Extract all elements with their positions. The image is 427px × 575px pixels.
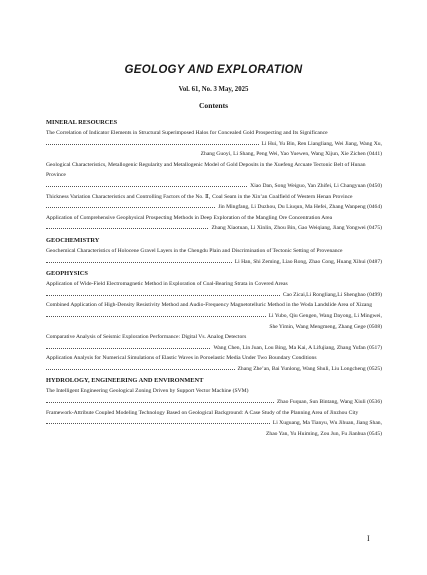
article-title: Comparative Analysis of Seismic Exploration Performance: Digital Vs. Analog Detectors bbox=[46, 334, 247, 341]
article-title: The Correlation of Indicator Elements in Structural Superimposed Halos for Concealed Gold Prospecting and Its Significance bbox=[46, 130, 328, 136]
section-mineral-resources bbox=[46, 117, 382, 234]
article-entry bbox=[46, 160, 382, 192]
article-entry bbox=[46, 128, 382, 160]
dot-leader bbox=[46, 402, 274, 403]
article-authors: Li Han, Shi Zeming, Liao Rong, Zhao Cong, Huang Xihui (0487) bbox=[234, 258, 382, 265]
section-geochemistry bbox=[46, 235, 382, 267]
author-line bbox=[46, 202, 382, 213]
article-entry bbox=[46, 353, 382, 374]
dot-leader bbox=[46, 369, 235, 370]
article-title: The Intelligent Engineering Geological Zoning Driven by Support Vector Machine (SVM) bbox=[46, 388, 249, 395]
article-entry bbox=[46, 246, 382, 267]
article-authors: Zhang Zhe’an, Bai Yunlong, Wang Shuli, Liu Longcheng (0525) bbox=[237, 365, 382, 372]
article-entry bbox=[46, 213, 382, 234]
article-title: Geochemical Characteristics of Holocene Gravel Layers in the Chengdu Plain and Discrimination of Tectonic Setting of Provenance bbox=[46, 247, 343, 254]
dot-leader bbox=[46, 262, 232, 263]
article-title: Geological Characteristics, Metallogenic Regularity and Metallogenic Model of Gold Deposits in the Xuefeng Arcuate Tectonic Belt of Hunan Province bbox=[46, 161, 366, 179]
article-authors: Zhao Fuquan, Sun Bintang, Wang Xiuli (0536) bbox=[276, 399, 382, 406]
author-line bbox=[46, 418, 382, 429]
dot-leader bbox=[46, 186, 247, 187]
dot-leader bbox=[46, 423, 270, 424]
article-title: Thickness Variation Characteristics and Controlling Factors of the No. Ⅱ₁ Coal Seam in the Xin’an Coalfield of Western Henan Province bbox=[46, 193, 353, 200]
author-line bbox=[46, 290, 382, 301]
dot-leader bbox=[46, 348, 210, 349]
article-entry bbox=[46, 192, 382, 213]
article-authors: Li Yubo, Qiu Gengen, Wang Dayong, Li Mingwei, bbox=[268, 312, 382, 319]
article-authors-continued: Zhang Guoyi, Li Shang, Peng Wei, Yao Yuewen, Wang Xijun, Xie Zichen (0441) bbox=[200, 151, 382, 158]
section-heading: HYDROLOGY, ENGINEERING AND ENVIRONMENT bbox=[46, 377, 204, 385]
article-title: Application of Comprehensive Geophysical Prospecting Methods in Deep Exploration of the Mangling Ore Concentration Area bbox=[46, 214, 333, 221]
author-line bbox=[46, 223, 382, 234]
section-heading: MINERAL RESOURCES bbox=[46, 119, 118, 126]
dot-leader bbox=[46, 144, 259, 145]
author-line bbox=[46, 139, 382, 150]
article-authors: Xiao Dan, Song Weiguo, Yan Zhifei, Li Changyuan (0450) bbox=[250, 182, 382, 189]
article-entry bbox=[46, 279, 382, 300]
article-authors: Zhang Xiaotuan, Li Xinlin, Zhou Bin, Gao Weiqiang, Jiang Yongwei (0475) bbox=[211, 225, 382, 232]
author-line bbox=[46, 257, 382, 268]
journal-title: GEOLOGY AND EXPLORATION bbox=[124, 64, 303, 76]
section-heading: GEOPHYSICS bbox=[46, 270, 88, 278]
article-authors: Li Hui, Yu Bin, Ren Liangliang, Wei Jiang, Wang Xu, bbox=[261, 140, 382, 147]
article-authors: Li Xuguang, Ma Tianyu, Wu Jihuan, Jiang Shan, bbox=[272, 420, 382, 427]
article-title: Combined Application of High-Density Resistivity Method and Audio-Frequency Magnetotelluric Method in the Woda Landslide Area of Xizang bbox=[46, 302, 372, 309]
article-authors: Jin Mingfang, Li Duzhou, Du Liuqun, Ma Hefei, Zhang Wanpeng (0464) bbox=[218, 204, 382, 211]
author-line bbox=[46, 364, 382, 375]
article-authors: Wang Chen, Lin Juan, Lou Bing, Ma Kai, A Lifujiang, Zhang Yufan (0517) bbox=[213, 344, 382, 351]
article-authors: Cao Zicai,Li Rongliang,Li Shengbao (0499) bbox=[282, 291, 382, 298]
author-line bbox=[46, 343, 382, 354]
article-authors-continued: Zhao Yan, Yu Huiming, Zou Jun, Fu Jianhua (0545) bbox=[265, 430, 382, 437]
table-of-contents bbox=[46, 116, 382, 439]
section-geophysics bbox=[46, 268, 382, 374]
section-heading: GEOCHEMISTRY bbox=[46, 236, 100, 244]
dot-leader bbox=[46, 207, 215, 208]
dot-leader bbox=[46, 228, 208, 229]
article-title: Application Analysis for Numerical Simulations of Elastic Waves in Poroelastic Media Under Two Boundary Conditions bbox=[46, 355, 317, 362]
author-line bbox=[46, 311, 382, 322]
section-hydrology-engineering-environment bbox=[46, 375, 382, 439]
contents-title: Contents bbox=[198, 101, 229, 110]
dot-leader bbox=[46, 316, 266, 317]
article-entry bbox=[46, 300, 382, 332]
article-entry bbox=[46, 386, 382, 407]
issue-line: Vol. 61, No. 3 May, 2025 bbox=[178, 86, 249, 93]
article-title: Framework-Attribute Coupled Modeling Technology Based on Geological Background: A Case Study of the Planning Area of Jinzhou City bbox=[46, 409, 359, 416]
author-line bbox=[46, 181, 382, 192]
article-entry bbox=[46, 408, 382, 440]
dot-leader bbox=[46, 295, 280, 296]
page-number: I bbox=[367, 534, 370, 543]
article-title: Application of Wide-Field Electromagnetic Method in Exploration of Coal-Bearing Strata in Covered Areas bbox=[46, 281, 288, 288]
article-entry bbox=[46, 332, 382, 353]
article-authors-continued: She Yimin, Wang Mengmeng, Zhang Gege (0508) bbox=[269, 323, 382, 330]
author-line bbox=[46, 397, 382, 408]
